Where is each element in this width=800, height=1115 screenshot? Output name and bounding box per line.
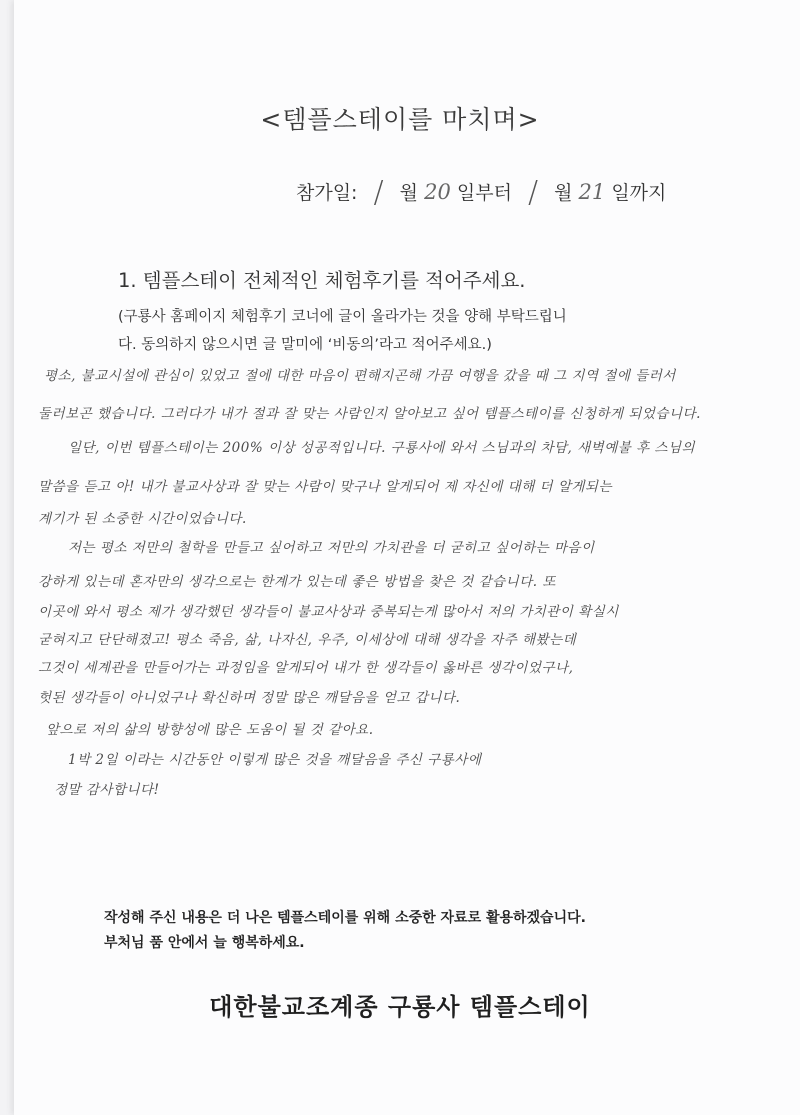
start-day-value: 20 (424, 180, 451, 204)
review-line: 강하게 있는데 혼자만의 생각으로는 한계가 있는데 좋은 방법을 찾은 것 같습니다. 또 (38, 574, 556, 590)
review-line: 말씀을 듣고 아! 내가 불교사상과 잘 맞는 사람이 맞구나 알게되어 제 자신에 대해 더 알게되는 (38, 479, 613, 495)
participation-dates (296, 172, 667, 210)
start-month-label: 월 (399, 182, 419, 204)
closing-message-line1: 작성해 주신 내용은 더 나은 템플스테이를 위해 소중한 자료로 활용하겠습니다. (104, 910, 586, 926)
review-line: 정말 감사합니다! (54, 782, 160, 798)
review-line: 저는 평소 저만의 철학을 만들고 싶어하고 저만의 가치관을 더 굳히고 싶어하는 마음이 (68, 540, 595, 556)
review-line: 굳혀지고 단단해졌고! 평소 죽음, 삶, 나자신, 우주, 이세상에 대해 생각을 자주 해봤는데 (38, 632, 577, 648)
question-note-line2: 다. 동의하지 않으시면 글 말미에 ‘비동의’라고 적어주세요.) (118, 337, 492, 353)
review-line: 앞으로 저의 삶의 방향성에 많은 도움이 될 것 같아요. (46, 722, 374, 738)
review-line: 헛된 생각들이 아니었구나 확신하며 정말 많은 깨달음을 얻고 갑니다. (38, 690, 461, 706)
end-month-label: 월 (554, 182, 573, 204)
participation-label: 참가일: (296, 182, 358, 204)
question-title: 1. 템플스테이 전체적인 체험후기를 적어주세요. (118, 269, 526, 292)
review-line: 둘러보곤 했습니다. 그러다가 내가 절과 잘 맞는 사람인지 알아보고 싶어 템플스테이를 신청하게 되었습니다. (38, 406, 701, 422)
review-line: 평소, 불교시설에 관심이 있었고 절에 대한 마음이 편해지곤해 가끔 여행을 갔을 때 그 지역 절에 들러서 (44, 368, 676, 384)
closing-message-line2: 부처님 품 안에서 늘 행복하세요. (104, 935, 305, 951)
page-title: <템플스테이를 마치며> (260, 105, 540, 134)
date-slash: / (527, 175, 539, 210)
start-suffix: 일부터 (456, 182, 512, 204)
question-note-line1: (구룡사 홈페이지 체험후기 코너에 글이 올라가는 것을 양해 부탁드립니 (118, 309, 567, 325)
end-day-value: 21 (578, 180, 606, 204)
review-line: 1박 2일 이라는 시간동안 이렇게 많은 것을 깨달음을 주신 구룡사에 (68, 752, 482, 768)
end-suffix: 일까지 (611, 182, 667, 204)
organization-name: 대한불교조계종 구룡사 템플스테이 (209, 993, 591, 1021)
date-slash: / (373, 175, 384, 210)
review-line: 그것이 세계관을 만들어가는 과정임을 알게되어 내가 한 생각들이 옳바른 생각이었구나, (38, 660, 574, 676)
review-line: 이곳에 와서 평소 제가 생각했던 생각들이 불교사상과 중복되는게 많아서 저의 가치관이 확실시 (38, 604, 619, 620)
review-line: 일단, 이번 템플스테이는 200% 이상 성공적입니다. 구룡사에 와서 스님과의 차담, 새벽예불 후 스님의 (68, 440, 696, 456)
review-line: 계기가 된 소중한 시간이었습니다. (38, 511, 247, 527)
